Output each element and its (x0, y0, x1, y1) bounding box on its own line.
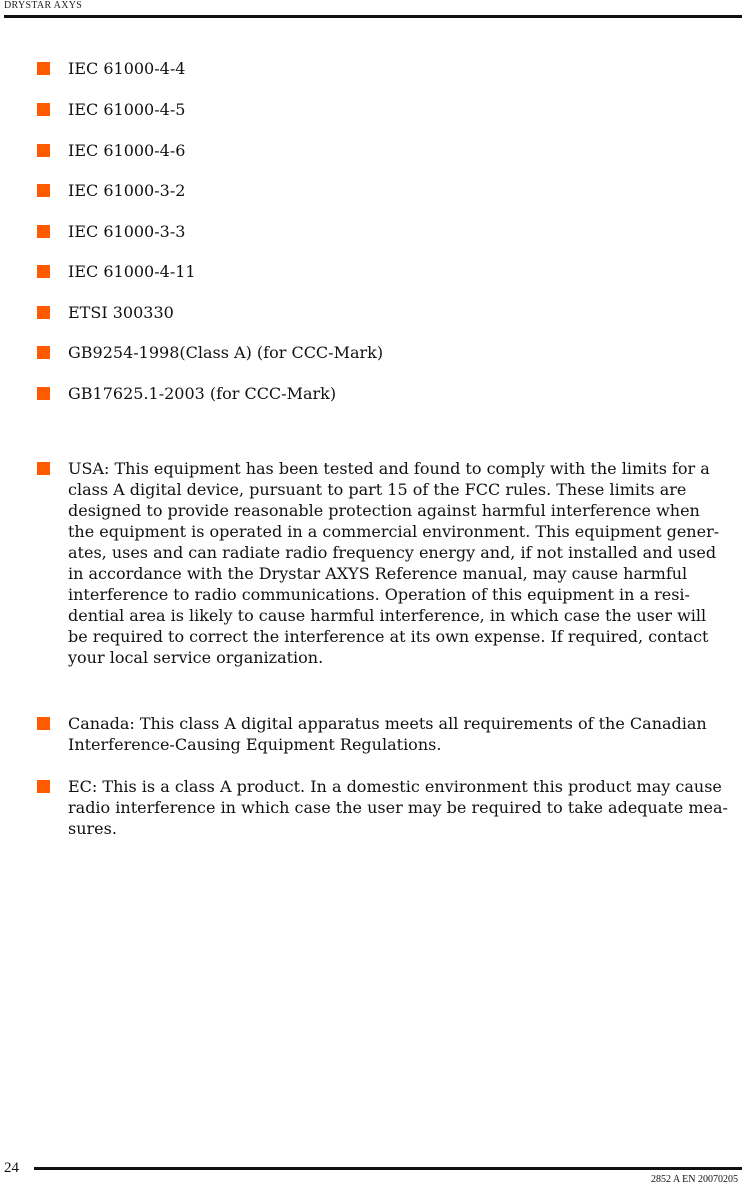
canada-notice (68, 713, 740, 755)
usa-fcc-notice (68, 458, 740, 668)
list-item: IEC 61000-3-3 (68, 222, 186, 241)
list-item: ETSI 300330 (68, 303, 174, 322)
bullet-icon (37, 462, 50, 475)
text-line: designed to provide reasonable protection against harmful interference when (68, 501, 700, 520)
bullet-icon (37, 306, 50, 319)
text-line: radio interference in which case the user may be required to take adequate mea- (68, 798, 728, 817)
bullet-icon (37, 346, 50, 359)
header-rule (4, 15, 742, 18)
bullet-icon (37, 62, 50, 75)
text-line: ates, uses and can radiate radio frequency energy and, if not installed and used (68, 543, 717, 562)
bullet-icon (37, 717, 50, 730)
list-item: IEC 61000-4-11 (68, 262, 196, 281)
text-line: class A digital device, pursuant to part 15 of the FCC rules. These limits are (68, 480, 687, 499)
list-item: IEC 61000-3-2 (68, 181, 186, 200)
bullet-icon (37, 265, 50, 278)
text-line: in accordance with the Drystar AXYS Reference manual, may cause harmful (68, 564, 688, 583)
bullet-icon (37, 103, 50, 116)
list-item: GB9254-1998(Class A) (for CCC-Mark) (68, 343, 384, 362)
ec-notice (68, 776, 740, 839)
bullet-icon (37, 387, 50, 400)
text-line: dential area is likely to cause harmful interference, in which case the user will (68, 606, 707, 625)
running-header: DRYSTAR AXYS (4, 0, 83, 11)
text-line: the equipment is operated in a commercial environment. This equipment gener- (68, 522, 720, 541)
bullet-icon (37, 144, 50, 157)
text-line: EC: This is a class A product. In a domestic environment this product may cause (68, 777, 722, 796)
bullet-icon (37, 780, 50, 793)
document-code: 2852 A EN 20070205 (651, 1174, 738, 1185)
text-line: be required to correct the interference at its own expense. If required, contact (68, 627, 709, 646)
list-item: IEC 61000-4-4 (68, 59, 186, 78)
text-line: Canada: This class A digital apparatus meets all requirements of the Canadian (68, 714, 707, 733)
list-item: IEC 61000-4-5 (68, 100, 186, 119)
text-line: interference to radio communications. Operation of this equipment in a resi- (68, 585, 690, 604)
bullet-icon (37, 184, 50, 197)
footer-rule (34, 1167, 742, 1170)
list-item: GB17625.1-2003 (for CCC-Mark) (68, 384, 337, 403)
bullet-icon (37, 225, 50, 238)
text-line: USA: This equipment has been tested and found to comply with the limits for a (68, 459, 710, 478)
text-line: sures. (68, 819, 117, 838)
text-line: your local service organization. (68, 648, 324, 667)
text-line: Interference-Causing Equipment Regulations. (68, 735, 442, 754)
list-item: IEC 61000-4-6 (68, 141, 186, 160)
page-number: 24 (4, 1160, 19, 1176)
